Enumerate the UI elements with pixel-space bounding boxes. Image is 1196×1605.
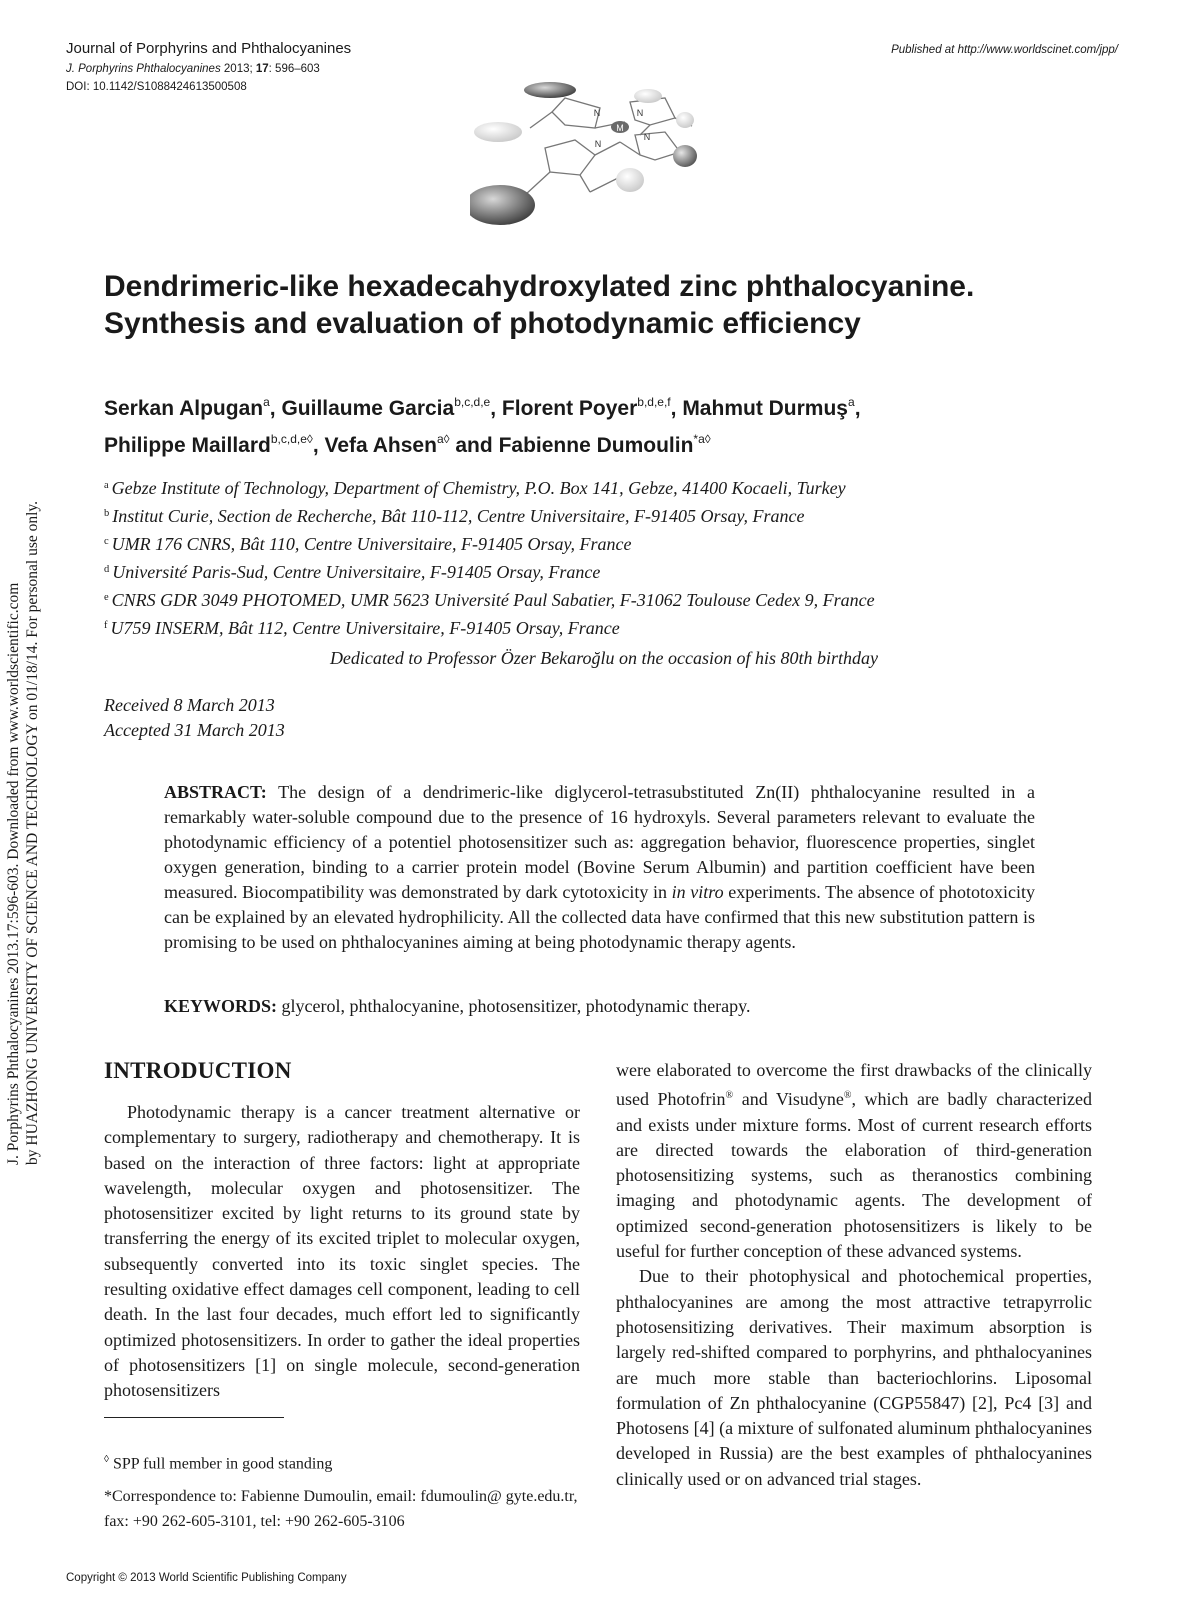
- affiliation-mark: f: [104, 620, 108, 631]
- copyright: Copyright © 2013 World Scientific Publishing Company: [66, 1572, 347, 1584]
- author-name: Vefa Ahsen: [324, 434, 437, 457]
- section-heading-introduction: INTRODUCTION: [104, 1058, 292, 1083]
- body-column-right: [616, 1058, 1092, 1492]
- journal-logo: [470, 80, 730, 235]
- published-at-link[interactable]: Published at http://www.worldscinet.com/jpp/: [891, 44, 1118, 56]
- author-name: Florent Poyer: [501, 397, 638, 420]
- affiliation-text: Université Paris-Sud, Centre Universitaire, F-91405 Orsay, France: [112, 562, 601, 582]
- registered-mark: ®: [725, 1090, 734, 1102]
- footnote-spp: [104, 1449, 580, 1475]
- affiliation: [104, 585, 1124, 613]
- title-line1: Dendrimeric-like hexadecahydroxylated zinc phthalocyanine.: [104, 270, 975, 303]
- citation-volume: 17: [255, 63, 269, 75]
- download-notice-sidebar: [0, 0, 44, 1605]
- dedication: Dedicated to Professor Özer Bekaroğlu on the occasion of his 80th birthday: [329, 648, 879, 668]
- affiliation-mark: c: [104, 536, 109, 547]
- download-notice-line2: by HUAZHONG UNIVERSITY OF SCIENCE AND TECHNOLOGY on 01/18/14. For personal use only.: [24, 500, 41, 1165]
- author-separator: and: [449, 434, 499, 457]
- author-affiliation-marks: *a◊: [693, 432, 711, 446]
- logo-metal-label: M: [616, 123, 624, 133]
- author-separator: ,: [269, 397, 282, 420]
- citation-journal: J. Porphyrins Phthalocyanines: [66, 63, 221, 75]
- journal-citation: [66, 63, 320, 75]
- footnote-text: SPP full member in good standing: [108, 1455, 333, 1473]
- author-separator: ,: [490, 397, 502, 420]
- registered-mark: ®: [843, 1090, 852, 1102]
- keywords-label: KEYWORDS:: [164, 996, 278, 1016]
- affiliation-text: CNRS GDR 3049 PHOTOMED, UMR 5623 Université Paul Sabatier, F-31062 Toulouse Cedex 9, France: [111, 590, 875, 610]
- keywords-text: glycerol, phthalocyanine, photosensitizer, photodynamic therapy.: [277, 996, 751, 1016]
- received-date: Received 8 March 2013: [104, 695, 275, 715]
- affiliation-list: [104, 473, 1124, 641]
- body-column-left: [104, 1100, 580, 1404]
- logo-n-label: N: [643, 132, 651, 142]
- doi: DOI: 10.1142/S1088424613500508: [66, 81, 247, 93]
- author-name: Mahmut Durmuş: [682, 397, 848, 420]
- affiliation-mark: d: [104, 564, 110, 575]
- paragraph-text: were elaborated to overcome the first drawbacks of the clinically used Photofrin: [616, 1060, 1092, 1110]
- affiliation: [104, 529, 1124, 557]
- author-affiliation-marks: b,c,d,e: [454, 395, 491, 409]
- author-list: [104, 387, 1104, 461]
- author-affiliation-marks: a: [263, 395, 270, 409]
- paragraph-text: and Visudyne: [733, 1089, 844, 1110]
- abstract-text: experiments. The absence of phototoxicity can be explained by an elevated hydrophilicity. All the collected data have confirmed that this new substitution pattern is promising to be used on phthalocyanines aiming at being photodynamic therapy agents.: [164, 882, 1035, 952]
- author-separator: ,: [670, 397, 683, 420]
- affiliation-text: Gebze Institute of Technology, Department of Chemistry, P.O. Box 141, Gebze, 41400 Kocaeli, Turkey: [111, 478, 846, 498]
- paragraph: Photodynamic therapy is a cancer treatment alternative or complementary to surgery, radiotherapy and chemotherapy. It is based on the interaction of three factors: light at appropriate wavelength, molecular oxygen and photosensitizer. The photosensitizer excited by light returns to its ground state by transferring the energy of its excited triplet to molecular oxygen, subsequently converted into its toxic singlet species. The resulting oxidative effect damages cell component, leading to cell death. In the last four decades, much effort led to significantly optimized photosensitizers. In order to gather the ideal properties of photosensitizers [1] on single molecule, second-generation photosensitizers: [104, 1102, 580, 1401]
- title-line2: Synthesis and evaluation of photodynamic efficiency: [104, 307, 861, 340]
- citation-year: 2013;: [220, 63, 256, 75]
- affiliation-mark: e: [104, 592, 109, 603]
- author-name: Philippe Maillard: [104, 434, 271, 457]
- affiliation-text: U759 INSERM, Bât 112, Centre Universitaire, F-91405 Orsay, France: [110, 618, 620, 638]
- logo-n-label: N: [593, 108, 601, 118]
- journal-name: Journal of Porphyrins and Phthalocyanines: [66, 40, 352, 57]
- abstract-label: ABSTRACT:: [164, 782, 267, 802]
- author-separator: ,: [312, 434, 325, 457]
- paper-title: [104, 268, 1104, 342]
- affiliation: [104, 557, 1124, 585]
- affiliation-mark: a: [104, 480, 109, 491]
- author-affiliation-marks: a: [848, 395, 855, 409]
- footnote-mark: ◊: [104, 1454, 109, 1465]
- author-name: Fabienne Dumoulin: [498, 434, 694, 457]
- download-notice-line1: J. Porphyrins Phthalocyanines 2013.17:596-603. Downloaded from www.worldscientific.com: [5, 582, 22, 1165]
- logo-n-label: N: [594, 139, 602, 149]
- footnote-correspondence: *Correspondence to: Fabienne Dumoulin, email: fdumoulin@ gyte.edu.tr, fax: +90 262-605-3101, tel: +90 262-605-3106: [104, 1488, 578, 1530]
- dates: [104, 693, 285, 743]
- affiliation: [104, 501, 1124, 529]
- author-affiliation-marks: b,d,e,f: [637, 395, 671, 409]
- footnote-divider: [104, 1417, 284, 1418]
- logo-n-label: N: [636, 108, 644, 118]
- citation-pages: : 596–603: [268, 63, 320, 75]
- paragraph: [616, 1058, 1092, 1264]
- author-affiliation-marks: b,c,d,e◊: [270, 432, 313, 446]
- affiliation: [104, 613, 1124, 641]
- author-affiliation-marks: a◊: [436, 432, 450, 446]
- abstract-italic: in vitro: [671, 882, 724, 902]
- affiliation-text: Institut Curie, Section de Recherche, Bât 110-112, Centre Universitaire, F-91405 Orsay, France: [112, 506, 805, 526]
- affiliation-mark: b: [104, 508, 110, 519]
- keywords: [164, 994, 1044, 1019]
- author-name: Serkan Alpugan: [104, 397, 264, 420]
- paragraph: Due to their photophysical and photochemical properties, phthalocyanines are among the most attractive tetrapyrrolic photosensitizing derivatives. Their maximum absorption is largely red-shifted compared to porphyrins, and phthalocyanines are much more stable than bacteriochlorins. Liposomal formulation of Zn phthalocyanine (CGP55847) [2], Pc4 [3] and Photosens [4] (a mixture of sulfonated aluminum phthalocyanines developed in Russia) are the best examples of phthalocyanines clinically used or on advanced trial stages.: [616, 1266, 1092, 1489]
- abstract: [164, 780, 1035, 955]
- abstract-text: The design of a dendrimeric-like diglycerol-tetrasubstituted Zn(II) phthalocyanine resulted in a remarkably water-soluble compound due to the presence of 16 hydroxyls. Several parameters relevant to evaluate the photodynamic efficiency of a potentiel photosensitizer such as: aggregation behavior, fluorescence properties, singlet oxygen generation, binding to a carrier protein model (Bovine Serum Albumin) and partition coefficient have been measured. Biocompatibility was demonstrated by dark cytotoxicity in: [164, 782, 1035, 902]
- author-separator: ,: [854, 397, 861, 420]
- author-name: Guillaume Garcia: [281, 397, 455, 420]
- accepted-date: Accepted 31 March 2013: [104, 720, 285, 740]
- paragraph-text: , which are badly characterized and exists under mixture forms. Most of current research efforts are directed towards the elaboration of third-generation photosensitizing systems, such as theranostics combining imaging and photodynamic agents. The development of optimized second-generation photosensitizers is likely to be useful for further conception of these advanced systems.: [616, 1089, 1092, 1262]
- affiliation: [104, 473, 1124, 501]
- affiliation-text: UMR 176 CNRS, Bât 110, Centre Universitaire, F-91405 Orsay, France: [111, 534, 632, 554]
